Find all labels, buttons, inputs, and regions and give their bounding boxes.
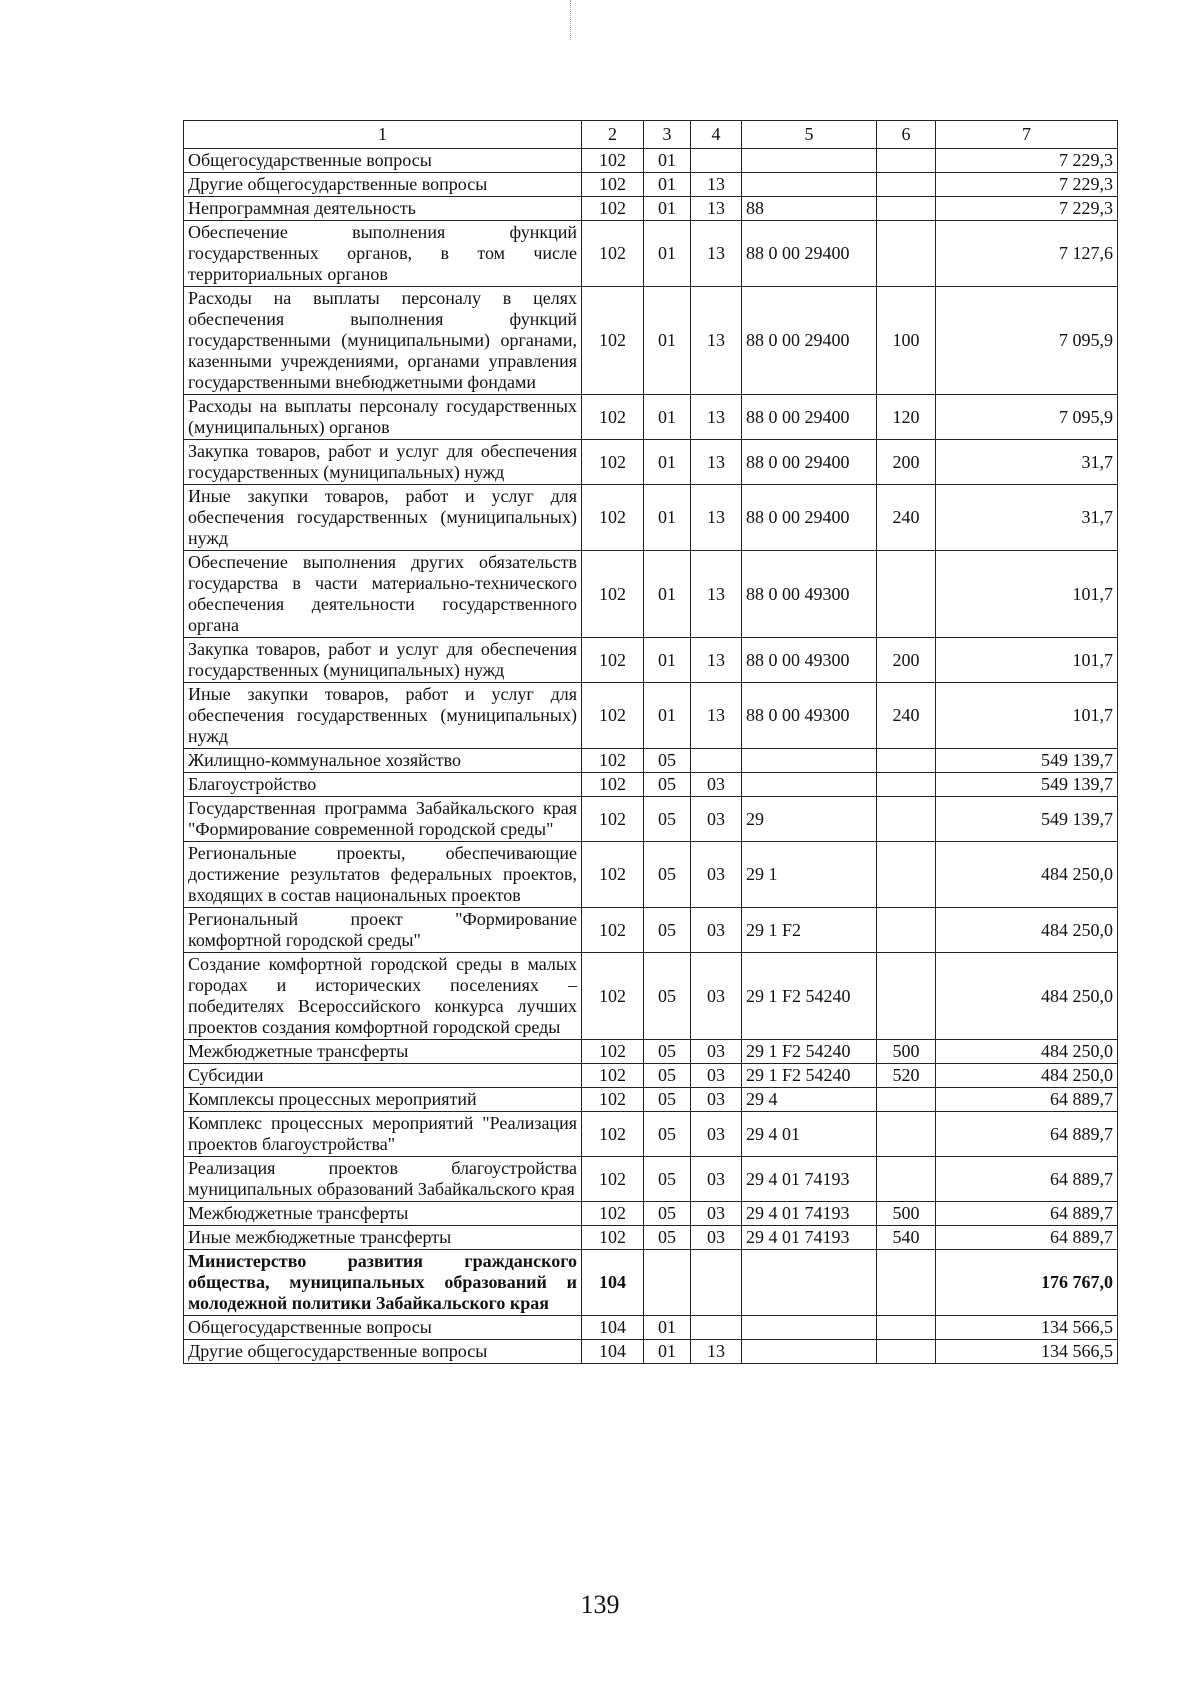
row-section-cell: 05	[644, 1202, 691, 1226]
row-amount-cell: 64 889,7	[936, 1088, 1118, 1112]
row-target-cell	[742, 749, 877, 773]
row-type-cell: 520	[877, 1064, 936, 1088]
row-section-cell: 01	[644, 1340, 691, 1364]
table-row	[184, 551, 1118, 638]
row-target-cell: 88 0 00 29400	[742, 287, 877, 395]
table-row	[184, 149, 1118, 173]
row-name-cell: Закупка товаров, работ и услуг для обеспечения государственных (муниципальных) нужд	[184, 440, 582, 485]
row-type-cell: 100	[877, 287, 936, 395]
row-name-cell: Межбюджетные трансферты	[184, 1040, 582, 1064]
header-cell: 6	[877, 121, 936, 149]
row-section-cell: 01	[644, 440, 691, 485]
row-code-cell: 102	[582, 1088, 644, 1112]
row-section-cell: 01	[644, 395, 691, 440]
row-subsection-cell	[691, 749, 742, 773]
row-name-cell: Субсидии	[184, 1064, 582, 1088]
row-amount-cell: 64 889,7	[936, 1226, 1118, 1250]
row-name-cell: Расходы на выплаты персоналу в целях обеспечения выполнения функций государственными (муниципальными) органами, казенными учреждениями, органами управления государственными внебюджетными фондами	[184, 287, 582, 395]
row-amount-cell: 101,7	[936, 638, 1118, 683]
row-target-cell: 88	[742, 197, 877, 221]
row-target-cell: 29 1 F2 54240	[742, 953, 877, 1040]
row-amount-cell: 31,7	[936, 440, 1118, 485]
table-row	[184, 749, 1118, 773]
row-subsection-cell: 13	[691, 638, 742, 683]
budget-table	[183, 120, 1118, 1364]
row-subsection-cell	[691, 1316, 742, 1340]
row-type-cell	[877, 908, 936, 953]
row-subsection-cell: 13	[691, 485, 742, 551]
row-code-cell: 102	[582, 1202, 644, 1226]
row-amount-cell: 7 127,6	[936, 221, 1118, 287]
row-section-cell: 01	[644, 551, 691, 638]
row-target-cell: 88 0 00 29400	[742, 395, 877, 440]
row-type-cell: 240	[877, 683, 936, 749]
row-section-cell: 01	[644, 485, 691, 551]
row-amount-cell: 134 566,5	[936, 1340, 1118, 1364]
header-cell: 3	[644, 121, 691, 149]
row-type-cell	[877, 1157, 936, 1202]
row-code-cell: 102	[582, 221, 644, 287]
table-row	[184, 1157, 1118, 1202]
row-code-cell: 102	[582, 440, 644, 485]
row-code-cell: 102	[582, 1112, 644, 1157]
row-code-cell: 102	[582, 683, 644, 749]
row-name-cell: Межбюджетные трансферты	[184, 1202, 582, 1226]
row-section-cell: 05	[644, 749, 691, 773]
row-subsection-cell: 03	[691, 773, 742, 797]
row-code-cell: 104	[582, 1250, 644, 1316]
header-cell: 7	[936, 121, 1118, 149]
row-section-cell: 01	[644, 173, 691, 197]
row-amount-cell: 484 250,0	[936, 908, 1118, 953]
row-section-cell: 05	[644, 1226, 691, 1250]
row-name-cell: Комплексы процессных мероприятий	[184, 1088, 582, 1112]
row-target-cell: 29 4 01	[742, 1112, 877, 1157]
row-subsection-cell: 13	[691, 287, 742, 395]
row-section-cell: 01	[644, 221, 691, 287]
row-subsection-cell: 03	[691, 1088, 742, 1112]
row-amount-cell: 484 250,0	[936, 1040, 1118, 1064]
row-subsection-cell: 03	[691, 1202, 742, 1226]
table-row	[184, 683, 1118, 749]
table-row	[184, 1202, 1118, 1226]
table-row	[184, 638, 1118, 683]
row-name-cell: Общегосударственные вопросы	[184, 149, 582, 173]
row-target-cell: 88 0 00 29400	[742, 440, 877, 485]
row-name-cell: Непрограммная деятельность	[184, 197, 582, 221]
row-amount-cell: 64 889,7	[936, 1112, 1118, 1157]
row-code-cell: 102	[582, 1040, 644, 1064]
row-code-cell: 102	[582, 287, 644, 395]
row-section-cell: 05	[644, 773, 691, 797]
row-type-cell	[877, 1316, 936, 1340]
row-target-cell	[742, 149, 877, 173]
row-subsection-cell	[691, 1250, 742, 1316]
row-section-cell: 05	[644, 908, 691, 953]
header-cell: 2	[582, 121, 644, 149]
row-type-cell	[877, 1088, 936, 1112]
row-target-cell: 88 0 00 49300	[742, 638, 877, 683]
row-section-cell: 01	[644, 197, 691, 221]
row-type-cell: 200	[877, 440, 936, 485]
row-amount-cell: 7 095,9	[936, 395, 1118, 440]
row-code-cell: 102	[582, 1157, 644, 1202]
row-code-cell: 102	[582, 395, 644, 440]
row-subsection-cell: 13	[691, 1340, 742, 1364]
row-section-cell: 05	[644, 1040, 691, 1064]
header-cell: 1	[184, 121, 582, 149]
row-subsection-cell: 03	[691, 908, 742, 953]
row-code-cell: 102	[582, 173, 644, 197]
row-section-cell: 01	[644, 149, 691, 173]
row-type-cell	[877, 797, 936, 842]
row-name-cell: Обеспечение выполнения других обязательств государства в части материально-технического обеспечения деятельности государственного органа	[184, 551, 582, 638]
row-section-cell: 05	[644, 1088, 691, 1112]
row-name-cell: Благоустройство	[184, 773, 582, 797]
row-subsection-cell: 03	[691, 1226, 742, 1250]
row-target-cell: 88 0 00 49300	[742, 683, 877, 749]
table-row	[184, 440, 1118, 485]
row-code-cell: 104	[582, 1340, 644, 1364]
row-amount-cell: 7 095,9	[936, 287, 1118, 395]
row-type-cell	[877, 221, 936, 287]
row-target-cell: 29 4 01 74193	[742, 1202, 877, 1226]
row-type-cell	[877, 953, 936, 1040]
row-subsection-cell: 13	[691, 221, 742, 287]
row-target-cell: 29 4 01 74193	[742, 1157, 877, 1202]
row-amount-cell: 7 229,3	[936, 173, 1118, 197]
row-amount-cell: 31,7	[936, 485, 1118, 551]
row-code-cell: 102	[582, 1226, 644, 1250]
row-type-cell	[877, 1340, 936, 1364]
row-section-cell: 05	[644, 1157, 691, 1202]
table-row	[184, 287, 1118, 395]
row-code-cell: 102	[582, 551, 644, 638]
table-row	[184, 797, 1118, 842]
row-subsection-cell: 13	[691, 173, 742, 197]
row-name-cell: Обеспечение выполнения функций государственных органов, в том числе территориальных органов	[184, 221, 582, 287]
row-subsection-cell: 03	[691, 1064, 742, 1088]
row-name-cell: Иные закупки товаров, работ и услуг для обеспечения государственных (муниципальных) нужд	[184, 485, 582, 551]
row-subsection-cell: 03	[691, 1112, 742, 1157]
row-type-cell	[877, 773, 936, 797]
row-code-cell: 102	[582, 197, 644, 221]
row-name-cell: Закупка товаров, работ и услуг для обеспечения государственных (муниципальных) нужд	[184, 638, 582, 683]
row-type-cell	[877, 551, 936, 638]
row-subsection-cell: 03	[691, 1040, 742, 1064]
table-row	[184, 395, 1118, 440]
row-name-cell: Региональные проекты, обеспечивающие достижение результатов федеральных проектов, входящих в состав национальных проектов	[184, 842, 582, 908]
row-target-cell: 88 0 00 29400	[742, 485, 877, 551]
row-code-cell: 102	[582, 1064, 644, 1088]
table-row	[184, 953, 1118, 1040]
row-subsection-cell: 13	[691, 197, 742, 221]
row-subsection-cell: 03	[691, 797, 742, 842]
row-type-cell: 500	[877, 1040, 936, 1064]
row-type-cell	[877, 173, 936, 197]
row-name-cell: Иные межбюджетные трансферты	[184, 1226, 582, 1250]
table-row	[184, 197, 1118, 221]
row-type-cell: 240	[877, 485, 936, 551]
row-subsection-cell: 03	[691, 842, 742, 908]
row-section-cell: 05	[644, 797, 691, 842]
row-name-cell: Другие общегосударственные вопросы	[184, 1340, 582, 1364]
row-section-cell	[644, 1250, 691, 1316]
header-cell: 4	[691, 121, 742, 149]
row-type-cell: 540	[877, 1226, 936, 1250]
row-type-cell	[877, 149, 936, 173]
row-code-cell: 104	[582, 1316, 644, 1340]
table-row	[184, 1040, 1118, 1064]
row-target-cell: 29 1 F2 54240	[742, 1040, 877, 1064]
row-amount-cell: 101,7	[936, 683, 1118, 749]
row-target-cell	[742, 1340, 877, 1364]
row-section-cell: 05	[644, 953, 691, 1040]
row-target-cell	[742, 773, 877, 797]
row-target-cell: 29 4	[742, 1088, 877, 1112]
row-target-cell: 88 0 00 29400	[742, 221, 877, 287]
row-code-cell: 102	[582, 908, 644, 953]
row-subsection-cell: 13	[691, 440, 742, 485]
row-subsection-cell: 13	[691, 683, 742, 749]
row-type-cell	[877, 197, 936, 221]
row-target-cell: 29 4 01 74193	[742, 1226, 877, 1250]
table-row	[184, 1088, 1118, 1112]
row-target-cell	[742, 1316, 877, 1340]
row-name-cell: Расходы на выплаты персоналу государственных (муниципальных) органов	[184, 395, 582, 440]
table-row	[184, 485, 1118, 551]
row-amount-cell: 64 889,7	[936, 1202, 1118, 1226]
row-amount-cell: 134 566,5	[936, 1316, 1118, 1340]
row-amount-cell: 549 139,7	[936, 749, 1118, 773]
table-row	[184, 221, 1118, 287]
table-row	[184, 1250, 1118, 1316]
row-name-cell: Общегосударственные вопросы	[184, 1316, 582, 1340]
table-row	[184, 173, 1118, 197]
row-target-cell	[742, 173, 877, 197]
row-code-cell: 102	[582, 953, 644, 1040]
row-amount-cell: 176 767,0	[936, 1250, 1118, 1316]
row-type-cell	[877, 749, 936, 773]
table-row	[184, 908, 1118, 953]
budget-table-container	[183, 120, 1117, 1364]
row-target-cell: 29 1 F2	[742, 908, 877, 953]
row-code-cell: 102	[582, 638, 644, 683]
row-amount-cell: 7 229,3	[936, 197, 1118, 221]
row-code-cell: 102	[582, 485, 644, 551]
table-row	[184, 1226, 1118, 1250]
table-row	[184, 1340, 1118, 1364]
row-type-cell: 500	[877, 1202, 936, 1226]
table-row	[184, 1112, 1118, 1157]
row-type-cell	[877, 1112, 936, 1157]
row-target-cell: 29	[742, 797, 877, 842]
row-amount-cell: 7 229,3	[936, 149, 1118, 173]
row-target-cell: 88 0 00 49300	[742, 551, 877, 638]
row-name-cell: Государственная программа Забайкальского края "Формирование современной городской среды"	[184, 797, 582, 842]
row-name-cell: Иные закупки товаров, работ и услуг для обеспечения государственных (муниципальных) нужд	[184, 683, 582, 749]
table-row	[184, 842, 1118, 908]
row-name-cell: Жилищно-коммунальное хозяйство	[184, 749, 582, 773]
row-code-cell: 102	[582, 773, 644, 797]
row-name-cell: Региональный проект "Формирование комфортной городской среды"	[184, 908, 582, 953]
row-target-cell: 29 1	[742, 842, 877, 908]
row-subsection-cell: 03	[691, 1157, 742, 1202]
row-section-cell: 05	[644, 1112, 691, 1157]
row-amount-cell: 484 250,0	[936, 953, 1118, 1040]
row-section-cell: 01	[644, 287, 691, 395]
row-subsection-cell: 13	[691, 395, 742, 440]
table-row	[184, 773, 1118, 797]
table-row	[184, 1316, 1118, 1340]
row-code-cell: 102	[582, 842, 644, 908]
row-amount-cell: 549 139,7	[936, 773, 1118, 797]
header-row	[184, 121, 1118, 149]
row-type-cell: 120	[877, 395, 936, 440]
row-name-cell: Другие общегосударственные вопросы	[184, 173, 582, 197]
row-section-cell: 05	[644, 1064, 691, 1088]
row-name-cell: Комплекс процессных мероприятий "Реализация проектов благоустройства"	[184, 1112, 582, 1157]
row-amount-cell: 484 250,0	[936, 842, 1118, 908]
row-code-cell: 102	[582, 749, 644, 773]
row-subsection-cell: 03	[691, 953, 742, 1040]
row-amount-cell: 484 250,0	[936, 1064, 1118, 1088]
row-type-cell: 200	[877, 638, 936, 683]
row-section-cell: 05	[644, 842, 691, 908]
row-subsection-cell: 13	[691, 551, 742, 638]
row-amount-cell: 549 139,7	[936, 797, 1118, 842]
row-section-cell: 01	[644, 683, 691, 749]
scan-artifact	[570, 0, 572, 40]
row-target-cell: 29 1 F2 54240	[742, 1064, 877, 1088]
row-name-cell: Реализация проектов благоустройства муниципальных образований Забайкальского края	[184, 1157, 582, 1202]
table-row	[184, 1064, 1118, 1088]
row-code-cell: 102	[582, 149, 644, 173]
row-name-cell: Создание комфортной городской среды в малых городах и исторических поселениях – победителях Всероссийского конкурса лучших проектов создания комфортной городской среды	[184, 953, 582, 1040]
row-code-cell: 102	[582, 797, 644, 842]
header-cell: 5	[742, 121, 877, 149]
page-number: 139	[580, 1590, 620, 1619]
row-amount-cell: 101,7	[936, 551, 1118, 638]
row-amount-cell: 64 889,7	[936, 1157, 1118, 1202]
row-section-cell: 01	[644, 1316, 691, 1340]
row-name-cell: Министерство развития гражданского общества, муниципальных образований и молодежной политики Забайкальского края	[184, 1250, 582, 1316]
row-section-cell: 01	[644, 638, 691, 683]
row-type-cell	[877, 1250, 936, 1316]
row-subsection-cell	[691, 149, 742, 173]
row-target-cell	[742, 1250, 877, 1316]
row-type-cell	[877, 842, 936, 908]
